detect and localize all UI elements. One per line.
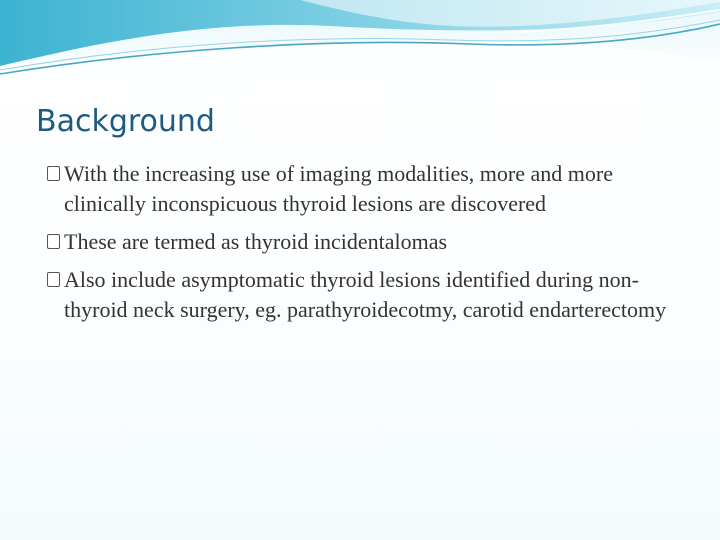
slide-title: Background [36,104,215,139]
square-bullet-icon [47,166,60,181]
bullet-list [47,159,687,333]
square-bullet-icon [47,234,60,249]
bullet-item [47,227,687,257]
wave-header-decoration [0,0,720,90]
bullet-item [47,159,687,219]
bullet-text: Also include asymptomatic thyroid lesions identified during non-thyroid neck surgery, eg. parathyroidecotmy, carotid endarterectomy [64,267,667,322]
bullet-text: These are termed as thyroid incidentalomas [64,229,448,254]
square-bullet-icon [47,272,60,287]
bullet-text: With the increasing use of imaging modalities, more and more clinically inconspicuous thyroid lesions are discovered [64,161,613,216]
bullet-item [47,265,687,325]
